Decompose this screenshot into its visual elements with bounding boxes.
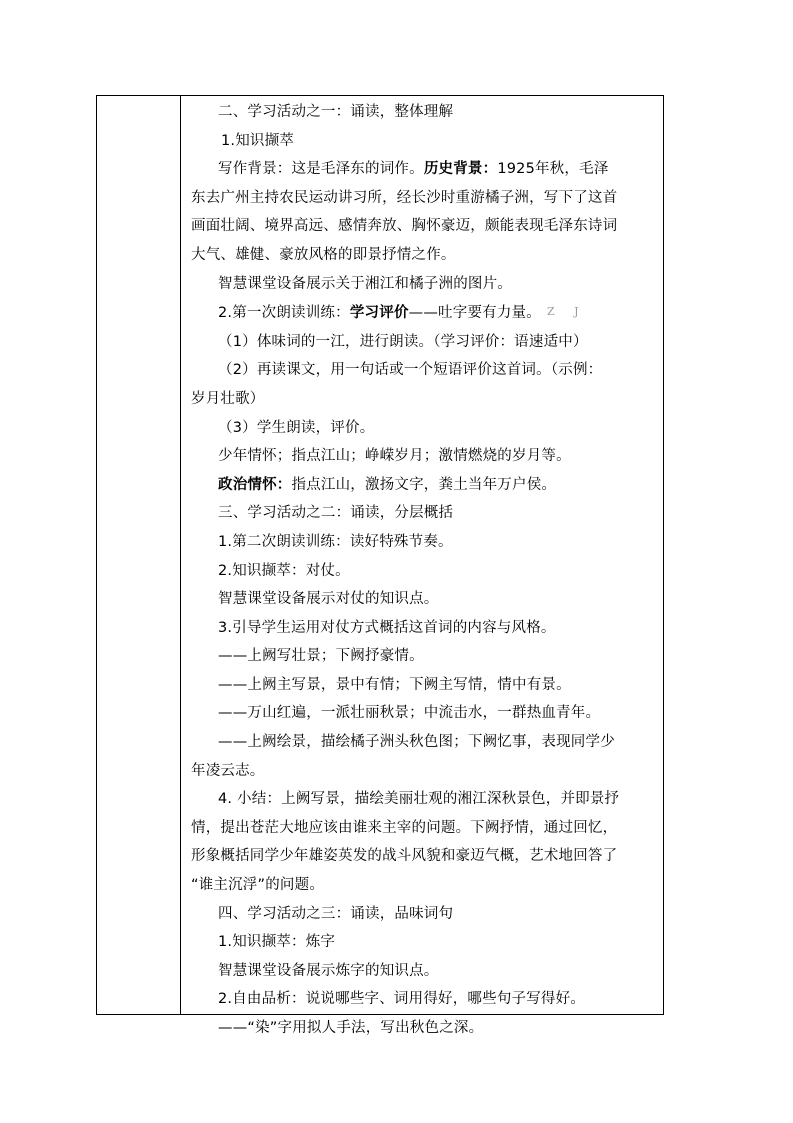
text-line: ——上阙主写景，景中有情；下阙主写情，情中有景。 — [218, 676, 571, 693]
text-line: 情，提出苍茫大地应该由谁来主宰的问题。下阙抒情，通过回忆， — [191, 819, 618, 836]
text-line: 3.引导学生运用对仗方式概括这首词的内容与风格。 — [218, 619, 556, 636]
text-line: ——上阙写壮景；下阙抒豪情。 — [218, 648, 424, 665]
text-line: 年凌云志。 — [191, 762, 265, 779]
text-line: ——万山红遍，一派壮丽秋景；中流击水，一群热血青年。 — [218, 705, 601, 722]
text-line: 二、学习活动之一：诵读，整体理解 — [218, 104, 454, 120]
text-segment: 1925年秋，毛泽 — [497, 161, 609, 178]
text-segment: 写作背景：这是毛泽东的词作。 — [218, 161, 424, 178]
text-line — [191, 155, 655, 184]
table-left-column — [97, 96, 181, 1014]
lesson-table — [96, 95, 664, 1036]
text-line: ——“染”字用拟人手法，写出秋色之深。 — [218, 1020, 484, 1036]
text-line: ——上阙绘景，描绘橘子洲头秋色图；下阙忆事，表现同学少 — [218, 734, 615, 751]
text-line: 四、学习活动之三：诵读，品味词句 — [218, 905, 454, 922]
text-line: 东去广州主持农民运动讲习所，经长沙时重游橘子洲，写下了这首 — [191, 189, 618, 206]
text-line: 画面壮阔、境界高远、感情奔放、胸怀豪迈，颇能表现毛泽东诗词 — [191, 218, 618, 235]
text-line: 智慧课堂设备展示炼字的知识点。 — [218, 962, 439, 979]
text-line: （2）再读课文，用一句话或一个短语评价这首词。（示例： — [218, 362, 603, 379]
text-line: 4. 小结：上阙写景，描绘美丽壮观的湘江深秋景色，并即景抒 — [218, 791, 620, 808]
bold-text-segment: 政治情怀： — [218, 476, 292, 493]
text-line: 2.自由品析：说说哪些字、词用得好，哪些句子写得好。 — [218, 991, 586, 1008]
text-line: 智慧课堂设备展示关于湘江和橘子洲的图片。 — [218, 275, 512, 292]
text-line: 智慧课堂设备展示对仗的知识点。 — [218, 591, 439, 608]
text-line: “谁主沉浮”的问题。 — [191, 877, 325, 894]
text-line — [191, 298, 655, 328]
text-line: 形象概括同学少年雄姿英发的战斗风貌和豪迈气概，艺术地回答了 — [191, 848, 618, 865]
bold-text-segment: 历史背景： — [423, 161, 498, 178]
text-line — [191, 471, 655, 500]
text-segment: 2.第一次朗读训练： — [218, 305, 350, 322]
text-segment: ——吐字要有力量。 — [408, 305, 541, 322]
text-line: （1）体味词的一江，进行朗读。（学习评价：语速适中） — [218, 333, 588, 350]
stray-mark: Z J — [546, 305, 587, 319]
text-line: 1.知识撷萃：炼字 — [218, 934, 336, 951]
text-line: （3）学生朗读，评价。 — [218, 419, 375, 436]
text-line: 1.第二次朗读训练：读好特殊节奏。 — [218, 533, 453, 550]
text-line: 2.知识撷萃：对仗。 — [218, 562, 350, 579]
text-line: 1.知识撷萃 — [221, 132, 295, 149]
bold-text-segment: 学习评价 — [349, 305, 409, 322]
text-line: 岁月壮歌） — [191, 390, 265, 407]
text-line: 大气、雄健、豪放风格的即景抒情之作。 — [191, 246, 456, 263]
table-content-cell — [181, 96, 663, 1036]
text-line: 少年情怀；指点江山；峥嵘岁月；激情燃烧的岁月等。 — [218, 448, 571, 465]
text-line: 三、学习活动之二：诵读，分层概括 — [218, 505, 454, 522]
text-segment: 指点江山，激扬文字，粪土当年万户侯。 — [291, 476, 557, 493]
